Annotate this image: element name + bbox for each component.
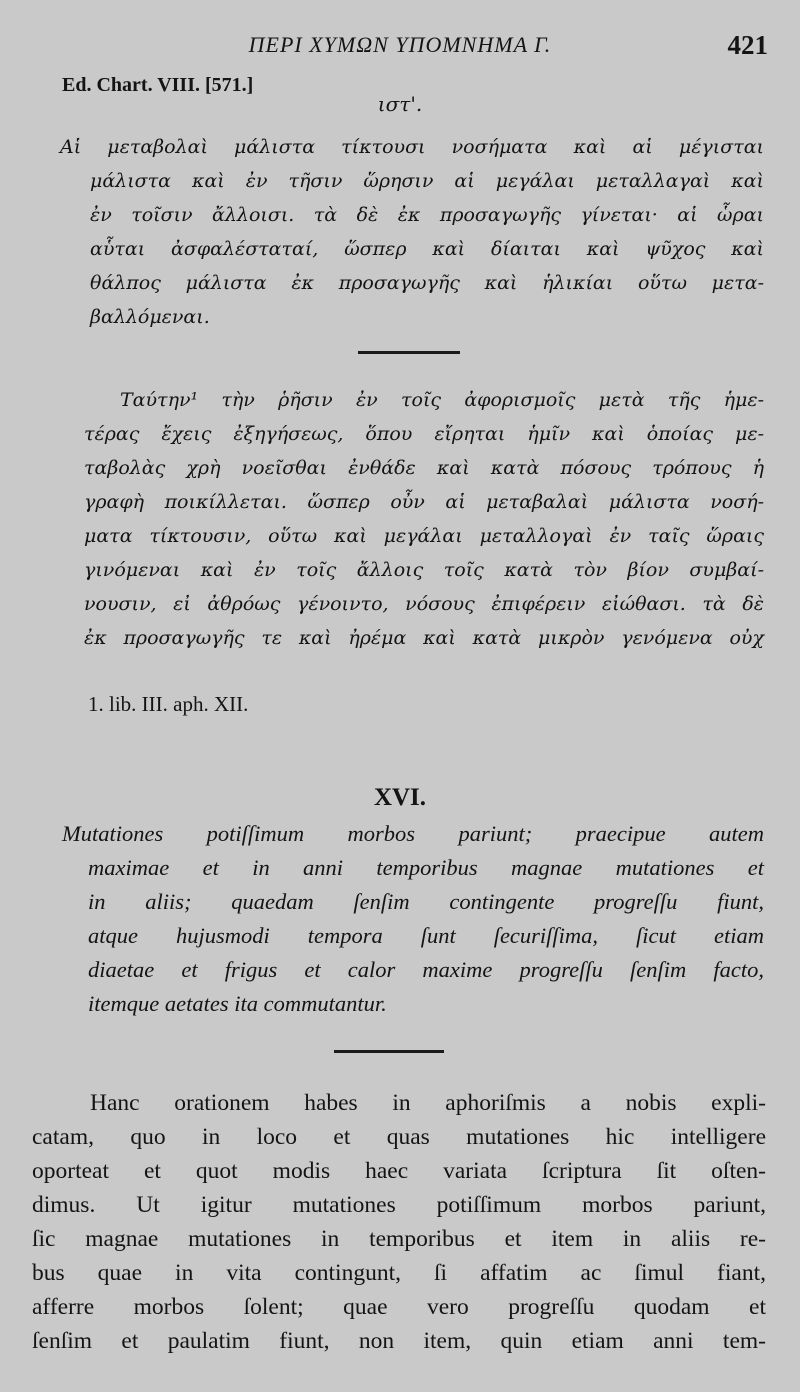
greek-commentary-line: ἐκ προσαγωγῆς τε καὶ ἠρέμα καὶ κατὰ μικρὸν γενόμενα οὐχ	[84, 627, 764, 649]
greek-commentary	[84, 383, 764, 655]
footnote: 1. lib. III. aph. XII.	[88, 692, 249, 716]
greek-commentary-line: γινόμεναι καὶ ἐν τοῖς ἄλλοις τοῖς κατὰ τὸν βίον συμβαί-	[84, 559, 764, 581]
latin-aphorism-line: atque hujusmodi tempora ſunt ſecuriſſima, ſicut etiam	[88, 923, 764, 948]
latin-aphorism-line: diaetae et frigus et calor maxime progreſſu ſenſim facto,	[88, 957, 764, 982]
latin-aphorism	[62, 817, 764, 1021]
greek-commentary-line: Ταύτην¹ τὴν ῥῆσιν ἐν τοῖς ἀφορισμοῖς μετὰ τῆς ἡμε-	[120, 389, 764, 411]
latin-commentary	[32, 1086, 766, 1358]
latin-commentary-line: oporteat et quot modis haec variata ſcriptura ſit oſten-	[32, 1158, 766, 1184]
latin-section-numeral: XVI.	[373, 784, 427, 811]
greek-aphorism-line: βαλλόμεναι.	[90, 306, 210, 328]
latin-commentary-line: bus quae in vita contingunt, ſi affatim ac ſimul fiant,	[32, 1260, 766, 1286]
greek-commentary-line: γραφὴ ποικίλλεται. ὥσπερ οὖν αἱ μεταβαλαὶ μάλιστα νοσή-	[84, 491, 764, 513]
greek-commentary-line: ταβολὰς χρὴ νοεῖσθαι ἐνθάδε καὶ κατὰ πόσους τρόπους ἡ	[84, 457, 764, 479]
page-number: 421	[727, 30, 768, 60]
greek-aphorism-line: Αἱ μεταβολαὶ μάλιστα τίκτουσι νοσήματα καὶ αἱ μέγισται	[60, 136, 764, 158]
greek-section-numeral: ιστ'.	[377, 92, 423, 116]
latin-commentary-line: dimus. Ut igitur mutationes potiſſimum morbos pariunt,	[32, 1192, 766, 1218]
latin-commentary-line: afferre morbos ſolent; quae vero progreſſu quodam et	[32, 1294, 766, 1320]
greek-commentary-line: ματα τίκτουσιν, οὕτω καὶ μεγάλαι μεταλλογαὶ ἐν ταῖς ὥραις	[84, 525, 764, 547]
greek-aphorism-line: αὗται ἀσφαλέσταταί, ὥσπερ καὶ δίαιται καὶ ψῦχος καὶ	[90, 238, 764, 260]
greek-commentary-line: τέρας ἔχεις ἐξηγήσεως, ὅπου εἴρηται ἡμῖν καὶ ὁποίας με-	[84, 423, 764, 445]
greek-commentary-line: νουσιν, εἰ ἀθρόως γένοιντο, νόσους ἐπιφέρειν εἰώθασι. τὰ δὲ	[84, 593, 764, 615]
section-divider	[358, 351, 460, 354]
running-title: ΠΕΡΙ ΧΥΜΩΝ ΥΠΟΜΝΗΜΑ Γ.	[248, 32, 552, 57]
latin-aphorism-line: itemque aetates ita commutantur.	[88, 991, 387, 1016]
greek-aphorism-line: ἐν τοῖσιν ἄλλοισι. τὰ δὲ ἐκ προσαγωγῆς γίνεται· αἱ ὧραι	[90, 204, 764, 226]
greek-aphorism-line: θάλπος μάλιστα ἐκ προσαγωγῆς καὶ ἡλικίαι οὕτω μετα-	[90, 272, 764, 294]
latin-commentary-line: catam, quo in loco et quas mutationes hic intelligere	[32, 1124, 766, 1150]
edition-reference: Ed. Chart. VIII. [571.]	[62, 74, 254, 96]
greek-aphorism-line: μάλιστα καὶ ἐν τῆσιν ὥρησιν αἱ μεγάλαι μεταλλαγαὶ καὶ	[90, 170, 764, 192]
latin-aphorism-line: maximae et in anni temporibus magnae mutationes et	[88, 855, 764, 880]
latin-commentary-line: ſic magnae mutationes in temporibus et item in aliis re-	[32, 1226, 766, 1252]
section-divider	[334, 1050, 444, 1053]
latin-commentary-line: Hanc orationem habes in aphoriſmis a nobis expli-	[90, 1090, 766, 1116]
latin-commentary-line: ſenſim et paulatim fiunt, non item, quin etiam anni tem-	[32, 1328, 766, 1354]
greek-aphorism	[60, 130, 764, 334]
latin-aphorism-line: Mutationes potiſſimum morbos pariunt; praecipue autem	[62, 821, 764, 846]
latin-aphorism-line: in aliis; quaedam ſenſim contingente progreſſu fiunt,	[88, 889, 764, 914]
